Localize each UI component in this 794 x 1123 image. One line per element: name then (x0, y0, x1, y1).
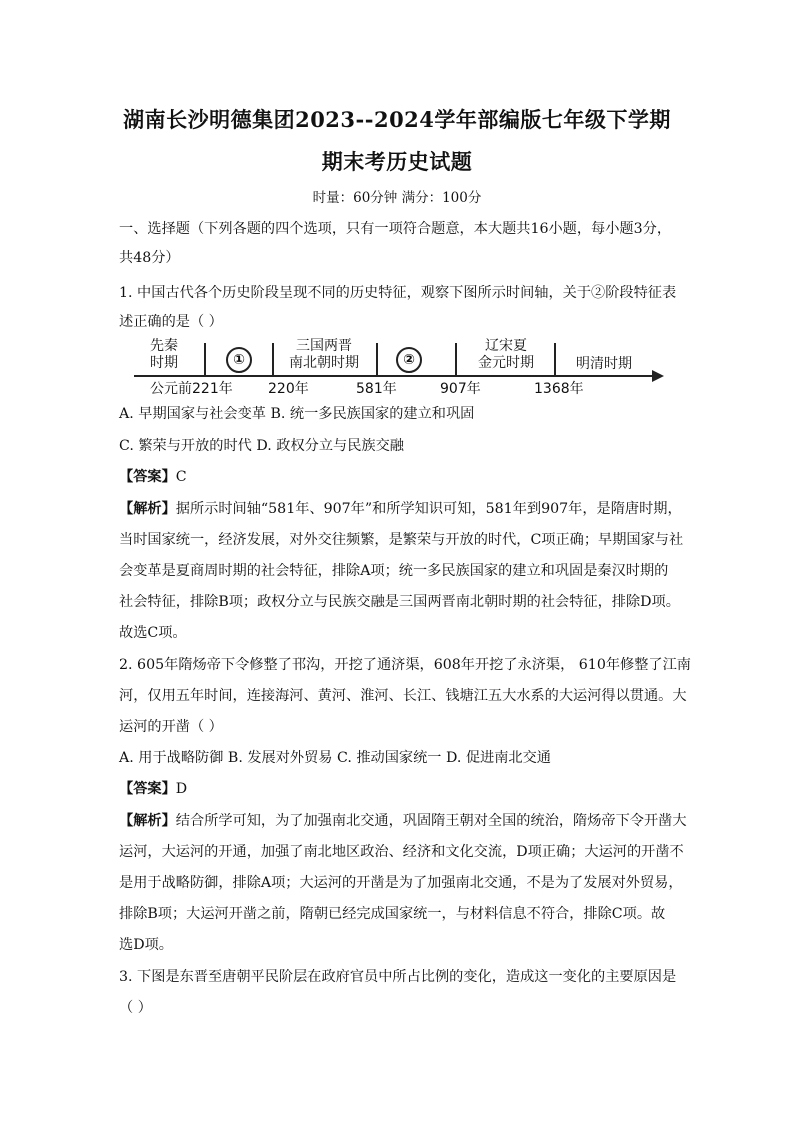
section-heading-line2: 共48分） (119, 250, 180, 266)
timeline-label: 金元时期 (478, 355, 534, 371)
q2-stem-line3: 运河的开凿（ ） (119, 719, 223, 735)
timeline-label: 三国两晋 (296, 338, 352, 354)
timeline-divider (204, 343, 206, 376)
q2-answer (119, 778, 694, 798)
timeline-label: 南北朝时期 (289, 355, 359, 371)
q1-analysis-line1 (119, 498, 694, 518)
timeline-label: 辽宋夏 (485, 338, 527, 354)
q1-analysis-line5: 故选C项。 (119, 625, 187, 641)
answer-label: 【答案】 (119, 469, 176, 485)
q2-stem-line1: 2. 605年隋炀帝下令修整了邗沟，开挖了通济渠，608年开挖了永济渠， 610年修整了江南 (119, 657, 691, 673)
q1-analysis-line2: 当时国家统一，经济发展，对外交往频繁，是繁荣与开放的时代，C项正确；早期国家与社 (119, 532, 684, 548)
q1-options-line2: C. 繁荣与开放的时代 D. 政权分立与民族交融 (119, 438, 404, 454)
timeline-marker-1: ① (226, 347, 252, 373)
q2-analysis-line5: 选D项。 (119, 937, 173, 953)
timeline-divider (554, 343, 556, 376)
q1-analysis-line3: 会变革是夏商周时期的社会特征，排除A项；统一多民族国家的建立和巩固是秦汉时期的 (119, 563, 669, 579)
q2-analysis-line3: 是用于战略防御，排除A项；大运河的开凿是为了加强南北交通，不是为了发展对外贸易， (119, 875, 683, 891)
timeline-axis (134, 375, 654, 377)
q2-analysis-line4: 排除B项；大运河开凿之前，隋朝已经完成国家统一，与材料信息不符合，排除C项。故 (119, 906, 666, 922)
timeline-label: 先秦 (150, 338, 178, 354)
timeline-year: 公元前221年 (150, 381, 233, 397)
analysis-text: 据所示时间轴“581年、907年”和所学知识可知，581年到907年，是隋唐时期， (175, 501, 682, 517)
timeline-divider (272, 343, 274, 376)
answer-value: C (175, 469, 187, 485)
analysis-text: 结合所学可知，为了加强南北交通，巩固隋王朝对全国的统治，隋炀帝下令开凿大 (175, 813, 687, 829)
analysis-label: 【解析】 (119, 501, 176, 517)
timeline-marker-2: ② (396, 347, 422, 373)
timeline-period-ming-qing: 明清时期 (576, 356, 632, 372)
timeline-year: 907年 (440, 381, 481, 397)
timeline-period-liao-song (462, 338, 550, 372)
answer-label: 【答案】 (119, 781, 176, 797)
q3-stem-line1: 3. 下图是东晋至唐朝平民阶层在政府官员中所占比例的变化，造成这一变化的主要原因是 (119, 969, 677, 985)
q1-answer (119, 466, 694, 486)
q2-analysis-line1 (119, 810, 694, 830)
section-heading-line1: 一、选择题（下列各题的四个选项，只有一项符合题意，本大题共16小题，每小题3分， (119, 221, 672, 237)
timeline-period-three-kingdoms (276, 338, 372, 372)
timeline-year: 1368年 (534, 381, 584, 397)
exam-meta: 时量：60分钟 满分：100分 (312, 190, 482, 206)
exam-title-line2: 期末考历史试题 (321, 149, 473, 174)
q3-stem-line2: （ ） (119, 1000, 152, 1016)
q1-analysis-line4: 社会特征，排除B项；政权分立与民族交融是三国两晋南北朝时期的社会特征，排除D项。 (119, 594, 680, 610)
timeline-year: 220年 (268, 381, 309, 397)
answer-value: D (175, 781, 188, 797)
timeline-divider (376, 343, 378, 376)
exam-title-line1: 湖南长沙明德集团2023--2024学年部编版七年级下学期 (123, 107, 671, 132)
q2-options-line1: A. 用于战略防御 B. 发展对外贸易 C. 推动国家统一 D. 促进南北交通 (119, 750, 551, 766)
timeline-year: 581年 (356, 381, 397, 397)
timeline-arrow-icon (652, 370, 664, 382)
q2-analysis-line2: 运河，大运河的开通，加强了南北地区政治、经济和文化交流，D项正确；大运河的开凿不 (119, 844, 684, 860)
q1-stem-line2: 述正确的是（ ） (119, 314, 223, 330)
timeline-divider (455, 343, 457, 376)
q1-options-line1: A. 早期国家与社会变革 B. 统一多民族国家的建立和巩固 (119, 406, 475, 422)
timeline-period-pre-qin (138, 338, 190, 372)
analysis-label: 【解析】 (119, 813, 176, 829)
timeline-label: 时期 (150, 355, 178, 371)
q1-stem-line1: 1. 中国古代各个历史阶段呈现不同的历史特征，观察下图所示时间轴，关于②阶段特征表 (119, 285, 677, 301)
q1-timeline (132, 333, 668, 397)
q2-stem-line2: 河，仅用五年时间，连接海河、黄河、淮河、长江、钱塘江五大水系的大运河得以贯通。大 (119, 688, 687, 704)
